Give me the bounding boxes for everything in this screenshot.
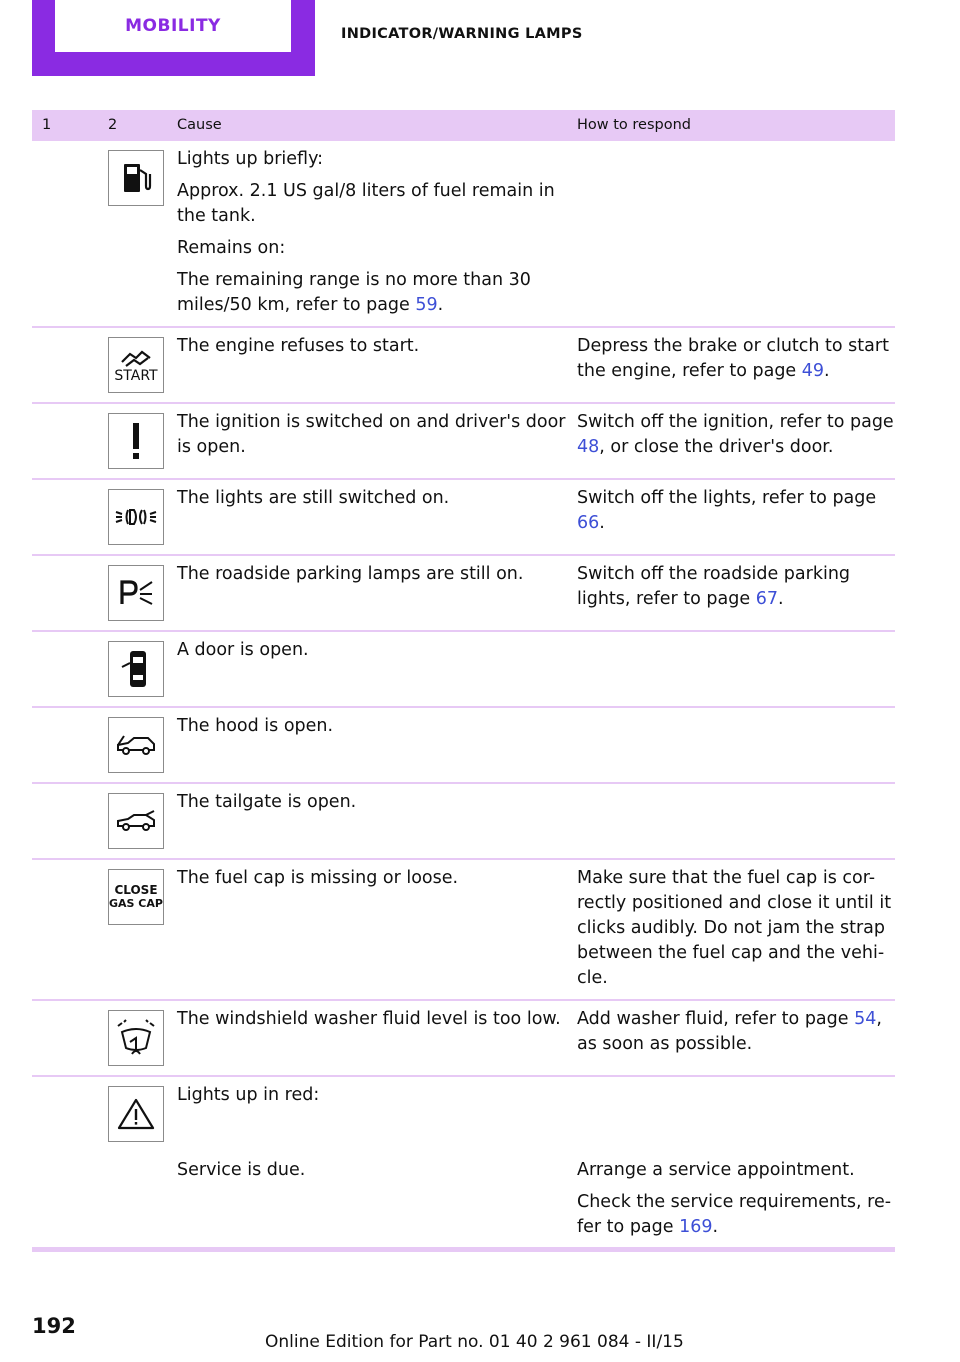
col-header-cause: Cause: [177, 117, 222, 133]
page-link[interactable]: 49: [801, 361, 825, 381]
respond-text: Switch off the lights, refer to page 66.: [577, 488, 877, 533]
table-header: [32, 110, 895, 141]
page-link[interactable]: 59: [415, 295, 438, 315]
footer-edition: Online Edition for Part no. 01 40 2 961 084 - II/15: [265, 1332, 684, 1352]
warning-triangle-icon: [108, 1086, 164, 1142]
tailgate-open-icon: [108, 793, 164, 849]
fuel-pump-icon: [108, 150, 164, 206]
respond-text: Switch off the ignition, refer to page 48, or close the driver's door.: [577, 412, 894, 457]
col-header-respond: How to respond: [577, 117, 691, 133]
indicator-table: [32, 110, 895, 1252]
page-link[interactable]: 169: [679, 1217, 713, 1237]
cause-text: The remaining range is no more than 30 miles/50 km, refer to page 59.: [177, 270, 531, 315]
exclamation-icon: [108, 413, 164, 469]
chapter-tab[interactable]: MOBILITY: [55, 0, 291, 52]
respond-text: Switch off the roadside parking lights, refer to page 67.: [577, 564, 851, 609]
door-open-icon: [108, 641, 164, 697]
table-row: [32, 1077, 895, 1252]
table-row: [32, 784, 895, 860]
col-header-1: 1: [42, 117, 52, 133]
page-link[interactable]: 48: [577, 437, 600, 457]
cause-text: Approx. 2.1 US gal/8 liters of fuel remain in the tank.: [177, 181, 555, 226]
hood-open-icon: [108, 717, 164, 773]
table-row: [32, 556, 895, 632]
table-row: [32, 708, 895, 784]
gas-cap-label-2: GAS CAP: [109, 897, 163, 910]
table-row: [32, 404, 895, 480]
start-label: START: [114, 367, 158, 384]
page-link[interactable]: 54: [854, 1009, 877, 1029]
cause-text: The fuel cap is missing or loose.: [177, 868, 459, 888]
table-row: [32, 632, 895, 708]
page-link[interactable]: 66: [577, 513, 600, 533]
cause-text: The lights are still switched on.: [177, 488, 450, 508]
respond-text: Depress the brake or clutch to start the engine, refer to page 49.: [577, 336, 889, 381]
cause-text: The hood is open.: [177, 716, 334, 736]
lights-on-icon: [108, 489, 164, 545]
cause-text: Lights up in red:: [177, 1085, 320, 1105]
cause-text: The tailgate is open.: [177, 792, 357, 812]
section-title: INDICATOR/WARNING LAMPS: [341, 26, 583, 42]
parking-lamp-icon: [108, 565, 164, 621]
respond-text: Arrange a service appointment.: [577, 1160, 855, 1180]
table-row: [32, 141, 895, 328]
respond-text: Make sure that the fuel cap is cor-rectly positioned and close it until it clicks audibly. Do not jam the strap between the fuel cap and the vehi-cle.: [577, 868, 892, 988]
cause-text: The engine refuses to start.: [177, 336, 420, 356]
respond-text: Add washer fluid, refer to page 54, as soon as possible.: [577, 1009, 882, 1054]
cause-text: A door is open.: [177, 640, 309, 660]
respond-text: Check the service requirements, re-fer to page 169.: [577, 1192, 892, 1237]
close-gas-cap-icon: [108, 869, 164, 925]
table-row: [32, 860, 895, 1001]
page-link[interactable]: 67: [755, 589, 778, 609]
cause-text: The roadside parking lamps are still on.: [177, 564, 524, 584]
cause-text: Lights up briefly:: [177, 149, 324, 169]
cause-text: The windshield washer fluid level is too low.: [177, 1009, 561, 1029]
col-header-2: 2: [108, 117, 118, 133]
start-engine-icon: [108, 337, 164, 393]
cause-text: Remains on:: [177, 238, 286, 258]
page-number: 192: [32, 1314, 76, 1338]
washer-fluid-icon: [108, 1010, 164, 1066]
table-row: [32, 328, 895, 404]
table-row: [32, 1001, 895, 1077]
cause-text: Service is due.: [177, 1160, 306, 1180]
table-row: [32, 480, 895, 556]
gas-cap-label-1: CLOSE: [114, 883, 158, 897]
cause-text: The ignition is switched on and driver's door is open.: [177, 412, 566, 457]
